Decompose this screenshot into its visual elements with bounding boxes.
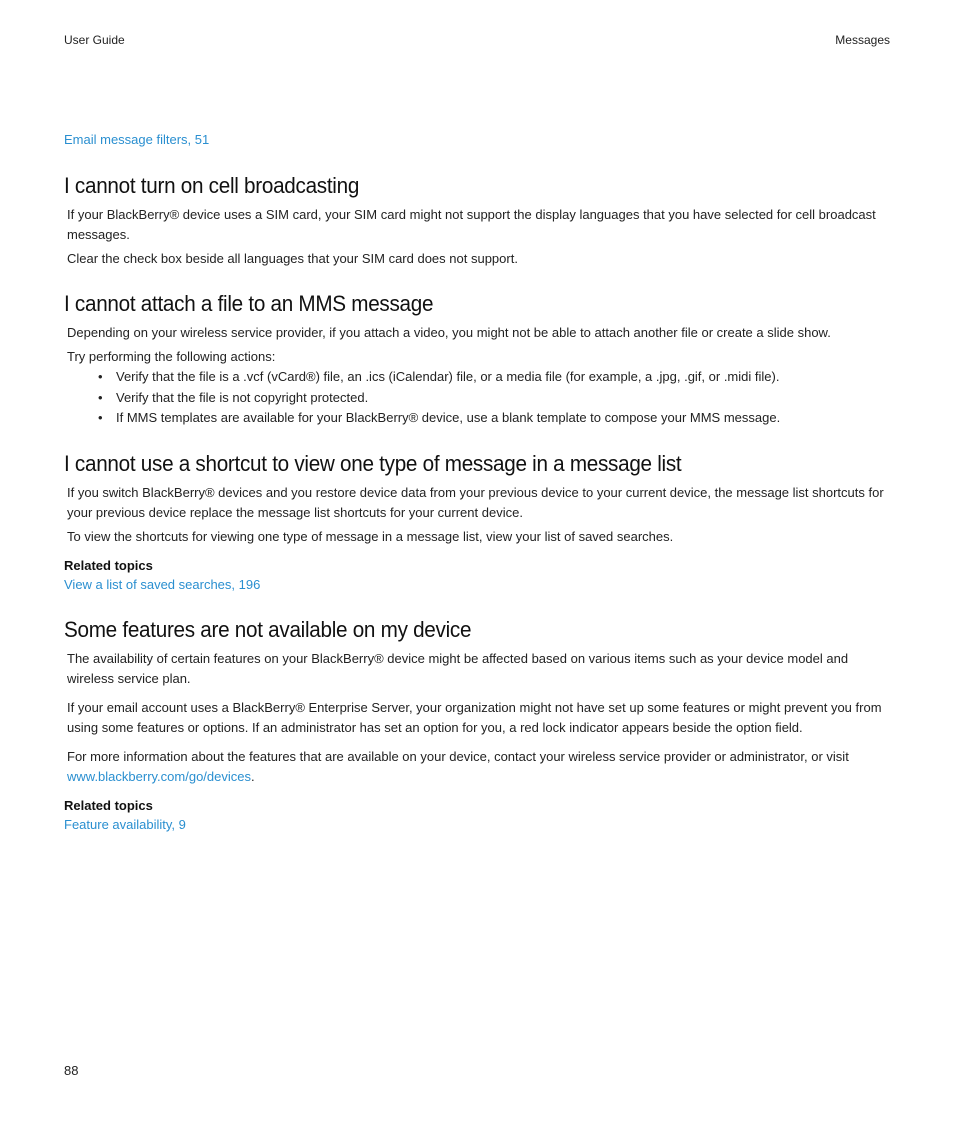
running-header-title: User Guide <box>64 33 125 47</box>
section-shortcut-message-list <box>64 451 892 595</box>
section-mms-attach <box>64 291 892 429</box>
related-topics-heading: Related topics <box>64 557 153 573</box>
saved-searches-link[interactable]: View a list of saved searches, 196 <box>64 576 261 592</box>
list-item: • Verify that the file is not copyright protected. <box>67 388 892 409</box>
related-topics-heading: Related topics <box>64 797 153 813</box>
feature-availability-link[interactable]: Feature availability, 9 <box>64 816 186 832</box>
paragraph: Depending on your wireless service provider, if you attach a video, you might not be able to attach another file or create a slide show. <box>67 325 831 340</box>
paragraph: To view the shortcuts for viewing one type of message in a message list, view your list of saved searches. <box>67 528 674 544</box>
paragraph: Clear the check box beside all languages that your SIM card does not support. <box>67 251 518 266</box>
page-number: 88 <box>64 1063 79 1078</box>
bullet-icon: • <box>98 369 103 384</box>
section-cell-broadcasting <box>64 173 892 269</box>
blackberry-devices-link[interactable]: www.blackberry.com/go/devices <box>67 768 251 784</box>
paragraph: For more information about the features that are available on your device, contact your wireless service provider or administrator, or visit www.blackberry.com/go/devices. <box>67 748 849 784</box>
section-features-unavailable <box>64 617 892 835</box>
section-heading: I cannot turn on cell broadcasting <box>64 173 360 198</box>
paragraph: If your email account uses a BlackBerry® Enterprise Server, your organization might not have set up some features or might prevent you from using some features or options. If an administrator has set an option for you, a red lock indicator appears beside the option field. <box>67 699 882 735</box>
paragraph: The availability of certain features on your BlackBerry® device might be affected based on various items such as your device model and wireless service plan. <box>67 650 849 686</box>
list-item: • If MMS templates are available for your BlackBerry® device, use a blank template to compose your MMS message. <box>67 408 892 429</box>
action-list <box>67 367 892 429</box>
page-content <box>64 132 892 857</box>
paragraph: Try performing the following actions: <box>67 349 276 364</box>
email-filters-link[interactable]: Email message filters, 51 <box>64 132 210 147</box>
paragraph: If your BlackBerry® device uses a SIM card, your SIM card might not support the display languages that you have selected for cell broadcast messages. <box>67 207 876 242</box>
section-heading: I cannot attach a file to an MMS message <box>64 291 434 316</box>
section-heading: Some features are not available on my device <box>64 616 472 642</box>
bullet-icon: • <box>98 389 103 405</box>
list-item: • Verify that the file is a .vcf (vCard®) file, an .ics (iCalendar) file, or a media file (for example, a .jpg, .gif, or .midi file). <box>67 367 892 388</box>
bullet-icon: • <box>98 410 103 425</box>
paragraph: If you switch BlackBerry® devices and you restore device data from your previous device to your current device, the message list shortcuts for your previous device replace the message list shortcuts for your current device. <box>67 484 884 520</box>
running-header-chapter: Messages <box>835 33 890 47</box>
section-heading: I cannot use a shortcut to view one type of message in a message list <box>64 450 682 476</box>
